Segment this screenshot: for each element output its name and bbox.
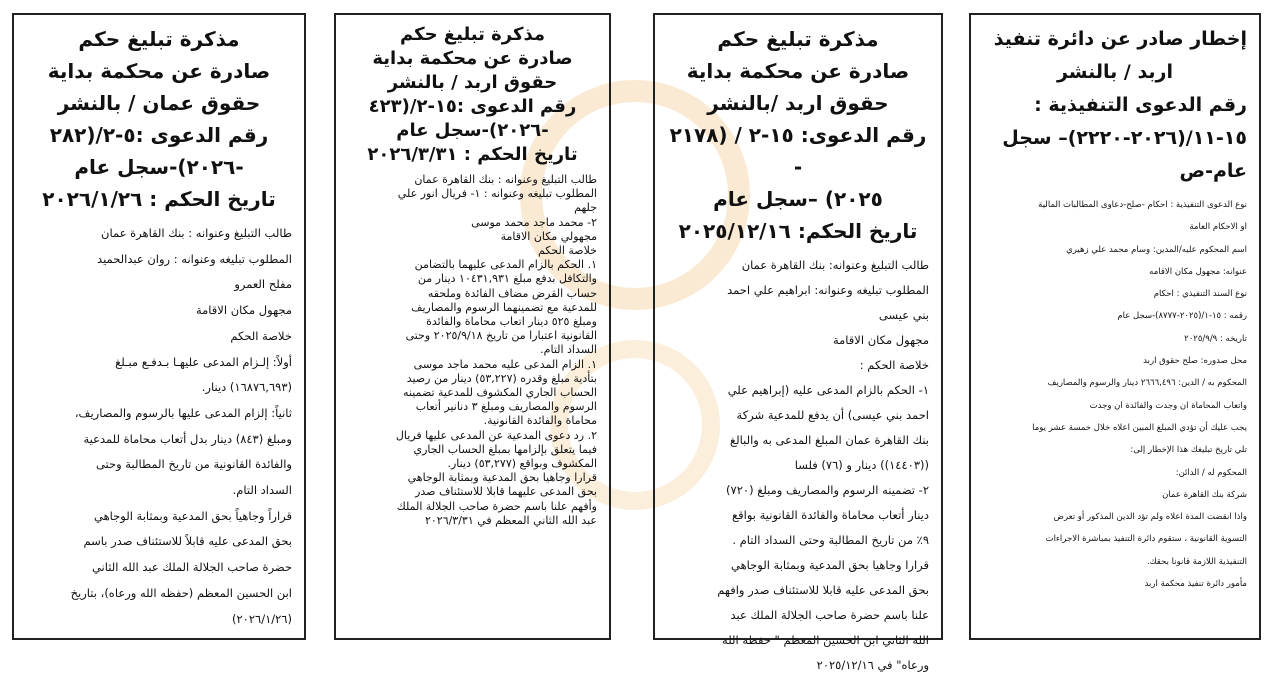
body-line: جلهم xyxy=(574,201,597,215)
body-line: الحساب الجاري المكشوف للمدعية تضمينه xyxy=(403,386,597,400)
body-line: بني عيسى xyxy=(878,308,929,322)
body-line: المطلوب تبليغه وعنوانه: ابراهيم علي احمد xyxy=(727,283,929,297)
body-line: بنك القاهرة عمان المبلغ المدعى به والبالغ xyxy=(729,433,929,447)
body-line: والفائدة القانونية من تاريخ المطالبة وحتى xyxy=(95,457,292,472)
body-line: للمدعية مع تضمينهما الرسوم والمصاريف xyxy=(411,300,597,314)
body-line: ((١٤٤٠٣)) دينار و (٧٦) فلسا xyxy=(794,458,929,472)
notice-body xyxy=(667,253,929,678)
body-line: اسم المحكوم عليه/المدين: وسام محمد علي زهيري xyxy=(1066,244,1247,255)
title-line: رقم الدعوى التنفيذية : xyxy=(1034,94,1247,116)
body-line: طالب التبليغ وعنوانه: بنك القاهرة عمان xyxy=(741,258,929,272)
title-line: -٢٠٢٦)-سجل عام xyxy=(74,155,244,179)
body-line: ٩٪ من تاريخ المطالبة وحتى السداد التام . xyxy=(732,533,929,547)
body-line: مجهول مكان الاقامة xyxy=(195,303,292,318)
title-line: مذكرة تبليغ حكم xyxy=(717,27,879,51)
title-line: تاريخ الحكم : ٢٠٢٦/١/٢٦ xyxy=(42,187,276,211)
title-line: صادرة عن محكمة بداية xyxy=(686,59,910,83)
body-line: ١- الحكم بالزام المدعى عليه (إبراهيم علي xyxy=(727,383,929,397)
body-line: نوع الدعوى التنفيذية : احكام -صلح-دعاوى المطالبات المالية xyxy=(1038,200,1247,210)
title-line: حقوق عمان / بالنشر xyxy=(57,91,261,115)
body-line: والتكافل بدفع مبلغ ١٠٤٣١,٩٣١ دينار من xyxy=(417,272,597,286)
body-line: مجهول مكان الاقامة xyxy=(832,333,929,347)
body-line: فيما يتعلق بإلزامها بمبلغ الحساب الجاري xyxy=(413,442,597,456)
notice-body xyxy=(983,194,1247,595)
body-line: طالب التبليغ وعنوانه : بنك القاهرة عمان xyxy=(414,173,597,186)
judgment-notice-irbid-2178 xyxy=(653,13,943,672)
body-line: واتعاب المحاماة ان وجدت والفائدة ان وجدت xyxy=(1089,400,1247,411)
execution-notice-irbid xyxy=(969,13,1261,640)
body-line: وأفهم علنا باسم حضرة صاحب الجلالة الملك xyxy=(396,499,597,513)
body-line: أولاً: إلـزام المدعى عليهـا بـدفـع مبـلغ xyxy=(115,354,292,369)
body-line: مفلح العمرو xyxy=(234,277,292,292)
title-line: مذكرة تبليغ حكم xyxy=(78,27,240,51)
title-line: حقوق اربد / بالنشر xyxy=(387,72,558,93)
body-line: (١٦٨٧٦,٦٩٣) دينار. xyxy=(201,380,292,395)
title-line: صادرة عن محكمة بداية xyxy=(372,48,573,69)
body-line: قرارا وجاهيا بحق المدعية وبمثابة الوجاهي xyxy=(407,471,597,485)
body-line: بتأدية مبلغ وقدره (٥٣,٢٢٧) دينار من رصيد xyxy=(406,371,597,385)
body-line: دينار أتعاب محاماة والفائدة القانونية بواقع xyxy=(732,508,929,522)
body-line: تلي تاريخ تبليغك هذا الإخطار إلى: xyxy=(1130,445,1247,456)
body-line: محاماة والفائدة القانونية. xyxy=(483,414,597,428)
body-line: خلاصة الحكم xyxy=(537,244,597,258)
body-line: السداد التام. xyxy=(232,483,292,498)
body-line: مجهولي مكان الاقامة xyxy=(500,229,597,243)
body-line: خلاصة الحكم xyxy=(230,328,292,343)
body-line: بحق المدعى عليه قابلا للاستئناف صدر وافهم xyxy=(717,583,929,597)
body-line: علنا باسم حضرة صاحب الجلالة الملك عبد xyxy=(730,608,929,622)
title-line: رقم الدعوى :٥-٢/(٢٨٢ xyxy=(49,123,269,147)
body-line: المكشوف وبواقع (٥٣,٢٧٧) دينار. xyxy=(447,457,597,471)
body-line: او الاحكام العامة xyxy=(1189,222,1247,233)
body-line: شركة بنك القاهرة عمان xyxy=(1162,489,1247,500)
title-line: -٢٠٢٦)-سجل عام xyxy=(396,120,549,141)
body-line: التسوية القانونية ، ستقوم دائرة التنفيذ بمباشرة الاجراءات xyxy=(1045,534,1247,545)
body-line: يجب عليك أن تؤدي المبلغ المبين اعلاه خلال خمسة عشر يوما xyxy=(1032,422,1247,433)
body-line: نوع السند التنفيذي : احكام xyxy=(1153,289,1247,300)
body-line: حساب القرض مضاف الفائدة وملحقه xyxy=(427,286,597,300)
body-line: ٢- محمد ماجد محمد موسى xyxy=(471,215,597,229)
body-line: الرسوم والمصاريف ومبلغ ٣ دنانير أتعاب xyxy=(415,400,597,414)
body-line: ابن الحسين المعظم (حفظه الله ورعاه)، بتاريخ xyxy=(70,585,292,600)
body-line: ١. الزام المدعى عليه محمد ماجد موسى xyxy=(413,357,597,371)
notice-body xyxy=(348,173,597,528)
body-line: مأمور دائرة تنفيذ محكمة اربد xyxy=(1144,579,1247,590)
body-line: المطلوب تبليغه وعنوانه : ١- فريال انور علي xyxy=(397,187,597,201)
body-line: عبد الله الثاني المعظم في ٢٠٢٦/٣/٣١ xyxy=(424,513,597,527)
title-line: مذكرة تبليغ حكم xyxy=(399,24,546,45)
body-line: ومبلغ ٥٢٥ دينار اتعاب محاماة والفائدة xyxy=(426,315,597,329)
body-line: طالب التبليغ وعنوانه : بنك القاهرة عمان xyxy=(101,226,292,240)
body-line: خلاصة الحكم : xyxy=(859,358,929,372)
title-line: ٢٠٢٥) –سجل عام xyxy=(713,187,883,211)
body-line: حضرة صاحب الجلالة الملك عبد الله الثاني xyxy=(91,560,292,575)
body-line: عنوانه: مجهول مكان الاقامه xyxy=(1149,266,1247,277)
body-line: (٢٠٢٦/١/٢٦) xyxy=(232,611,292,626)
title-line: رقم الدعوى: ١٥-٢ / (٢١٧٨ - xyxy=(669,123,927,179)
body-line: المطلوب تبليغه وعنوانه : روان عبدالحميد xyxy=(97,251,292,266)
title-line: حقوق اربد /بالنشر xyxy=(707,91,889,115)
title-line: رقم الدعوى :١٥-٢/(٤٢٣ xyxy=(368,96,577,117)
title-line: اربد / بالنشر xyxy=(1056,61,1174,83)
body-line: التنفيذية اللازمة قانونا بحقك. xyxy=(1146,556,1247,567)
body-line: قرارا وجاهيا بحق المدعية وبمثابة الوجاهي xyxy=(730,558,929,572)
notice-title xyxy=(348,23,597,167)
body-line: قراراً وجاهياً بحق المدعية وبمثابة الوجاهي xyxy=(93,508,292,523)
title-line: صادرة عن محكمة بداية xyxy=(47,59,271,83)
title-line: إخطار صادر عن دائرة تنفيذ xyxy=(993,28,1247,50)
judgment-notice-irbid-423 xyxy=(334,13,611,640)
notice-title xyxy=(26,23,292,215)
body-line: رقمه : ١٥-١/(٢٠٢٥-٨٧٧٧)-سجل عام xyxy=(1117,311,1247,322)
notice-title xyxy=(983,23,1247,188)
body-line: الله الثاني ابن الحسين المعظم " حفظه الله xyxy=(722,633,929,647)
body-line: القانونية اعتبارا من تاريخ ٢٠٢٥/٩/١٨ وحتى xyxy=(405,329,597,343)
title-line: تاريخ الحكم : ٢٠٢٦/٣/٣١ xyxy=(367,144,578,165)
judgment-notice-amman-282 xyxy=(12,13,306,640)
body-line: بحق المدعى عليه قابلاً للاستئناف صدر باسم xyxy=(83,534,292,549)
body-line: ومبلغ (٨٤٣) دينار بدل أتعاب محاماة للمدعية xyxy=(83,431,292,446)
body-line: ثانياً: إلزام المدعى عليها بالرسوم والمصاريف، xyxy=(74,405,292,420)
body-line: احمد بني عيسى) أن يدفع للمدعية شركة xyxy=(736,408,929,422)
body-line: ٢. رد دعوى المدعية عن المدعى عليها فريال xyxy=(395,428,597,442)
body-line: السداد التام. xyxy=(540,343,597,357)
body-line: ورعاه" في ٢٠٢٥/١٢/١٦ xyxy=(816,658,929,672)
body-line: المحكوم به / الدين: ٢٦٦٦,٤٩٦ دينار والرسوم والمصاريف xyxy=(1047,378,1247,389)
body-line: ٢- تضمينه الرسوم والمصاريف ومبلغ (٧٢٠) xyxy=(726,483,929,497)
body-line: المحكوم له / الدائن: xyxy=(1175,467,1247,478)
body-line: تاريخه : ٢٠٢٥/٩/٩ xyxy=(1184,333,1247,344)
body-line: بحق المدعى عليهما قابلا للاستئناف صدر xyxy=(415,485,597,499)
notice-body xyxy=(26,221,292,632)
title-line: عام-ص xyxy=(1179,160,1247,182)
title-line: ١٥-١١/(٢٠٢٦-٢٢٢٠)– سجل xyxy=(1002,127,1247,149)
title-line: تاريخ الحكم: ٢٠٢٥/١٢/١٦ xyxy=(678,219,918,243)
body-line: واذا انقضت المدة اعلاه ولم تؤد الدين المذكور أو تعرض xyxy=(1053,512,1247,523)
body-line: محل صدوره: صلح حقوق اربد xyxy=(1143,356,1247,367)
body-line: ١. الحكم بالزام المدعى عليهما بالتضامن xyxy=(414,258,597,272)
notice-title xyxy=(667,23,929,247)
